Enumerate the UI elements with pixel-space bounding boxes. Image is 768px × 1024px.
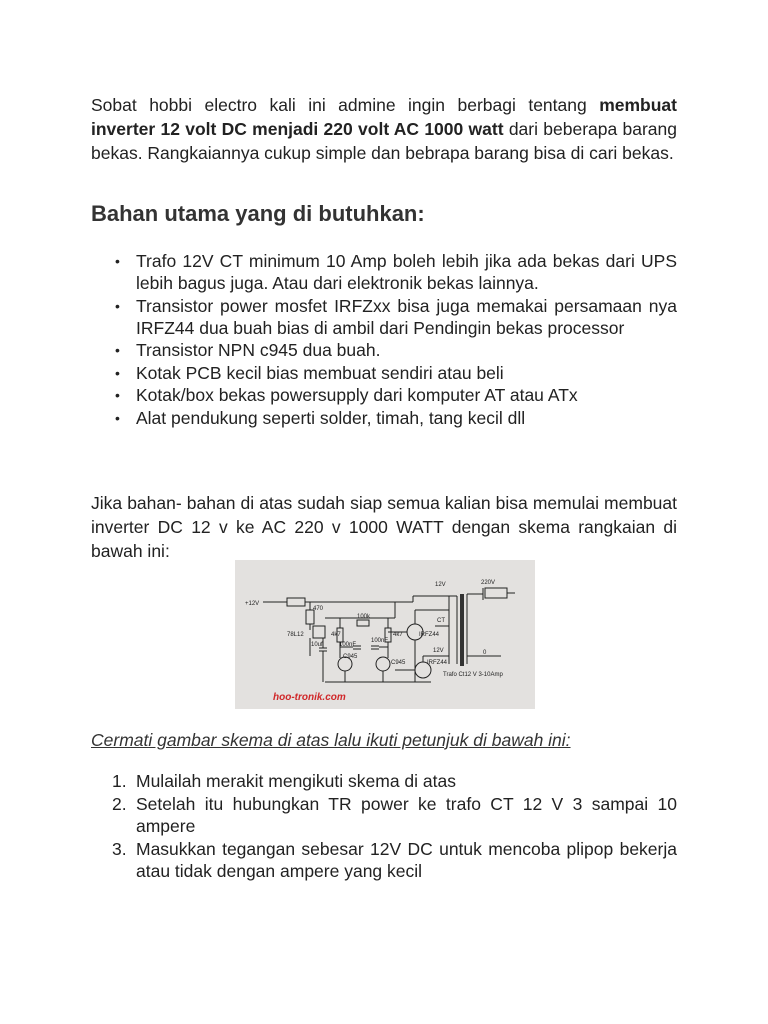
step-item: 2. Setelah itu hubungkan TR power ke trafo CT 12 V 3 sampai 10 ampere (112, 794, 677, 836)
materials-list-item: • Trafo 12V CT minimum 10 Amp boleh lebih jika ada bekas dari UPS lebih bagus juga. Atau dari elektronik bekas lainnya. (115, 251, 677, 293)
materials-list (91, 250, 677, 429)
label-r470: 470 (313, 606, 324, 612)
step-item: 3. Masukkan tegangan sebesar 12V DC untuk mencoba plipop bekerja atau tidak dengan ampere yang kecil (112, 839, 677, 881)
step-number: 1. (112, 771, 127, 791)
steps-list (91, 770, 677, 883)
materials-list-item: • Kotak/box bekas powersupply dari komputer AT atau ATx (115, 385, 578, 405)
label-r100k: 100k (357, 614, 371, 620)
label-r4k7-b: 4k7 (393, 632, 403, 638)
label-c945-b: C945 (391, 660, 406, 666)
bullet-icon: • (115, 364, 120, 381)
label-plus12v: +12V (245, 601, 260, 607)
label-r4k7-a: 4k7 (331, 632, 341, 638)
label-78l12: 78L12 (287, 632, 304, 638)
intro-text-before: Sobat hobbi electro kali ini admine ingin berbagi tentang (91, 95, 600, 115)
materials-list-item: • Transistor power mosfet IRFZxx bisa juga memakai persamaan nya IRFZ44 dua buah bias di ambil dari Pendingin bekas processor (115, 295, 677, 338)
label-trafo: Trafo Ct12 V 3-10Amp (443, 672, 503, 678)
step-number: 3. (112, 839, 127, 859)
label-zero: 0 (483, 650, 487, 656)
label-12v-bottom: 12V (433, 648, 444, 654)
label-10uf: 10uf (311, 642, 323, 648)
label-c945-a: C945 (343, 654, 358, 660)
intro-bold-title: membuat inverter 12 volt DC menjadi 220 volt AC 1000 watt (91, 95, 677, 139)
schematic-drawing (235, 560, 535, 709)
materials-list-item: • Kotak PCB kecil bias membuat sendiri atau beli (115, 362, 504, 383)
label-irfz44-b: IRFZ44 (427, 660, 448, 666)
bullet-icon: • (115, 297, 120, 314)
section-heading: Bahan utama yang di butuhkan: (91, 201, 425, 226)
label-220v: 220V (481, 580, 496, 586)
body-paragraph: Jika bahan- bahan di atas sudah siap semua kalian bisa memulai membuat inverter DC 12 v ke AC 220 v 1000 WATT dengan skema rangkaian di bawah ini: (91, 493, 677, 561)
label-ct: CT (437, 618, 445, 624)
materials-list-item: • Transistor NPN c945 dua buah. (115, 340, 381, 360)
inverter-schematic-image (235, 560, 535, 709)
label-100nf-a: 100nF (339, 642, 357, 648)
label-100nf-b: 100nF (371, 638, 389, 644)
materials-list-item: • Alat pendukung seperti solder, timah, tang kecil dll (115, 407, 526, 428)
bullet-icon: • (115, 409, 120, 426)
intro-text-after: dari beberapa barang bekas. Rangkaiannya cukup simple dan bebrapa barang bisa di cari bekas. (91, 119, 678, 163)
schematic-watermark: hoo-tronik.com (273, 692, 346, 703)
bullet-icon: • (115, 387, 120, 403)
instructions-caption: Cermati gambar skema di atas lalu ikuti petunjuk di bawah ini: (91, 730, 571, 750)
label-12v-top: 12V (435, 582, 446, 588)
intro-paragraph (91, 93, 677, 165)
label-irfz44-a: IRFZ44 (419, 632, 440, 638)
bullet-icon: • (115, 342, 120, 358)
step-item: 1. Mulailah merakit mengikuti skema di atas (112, 771, 456, 791)
bullet-icon: • (115, 253, 120, 269)
step-number: 2. (112, 794, 127, 814)
